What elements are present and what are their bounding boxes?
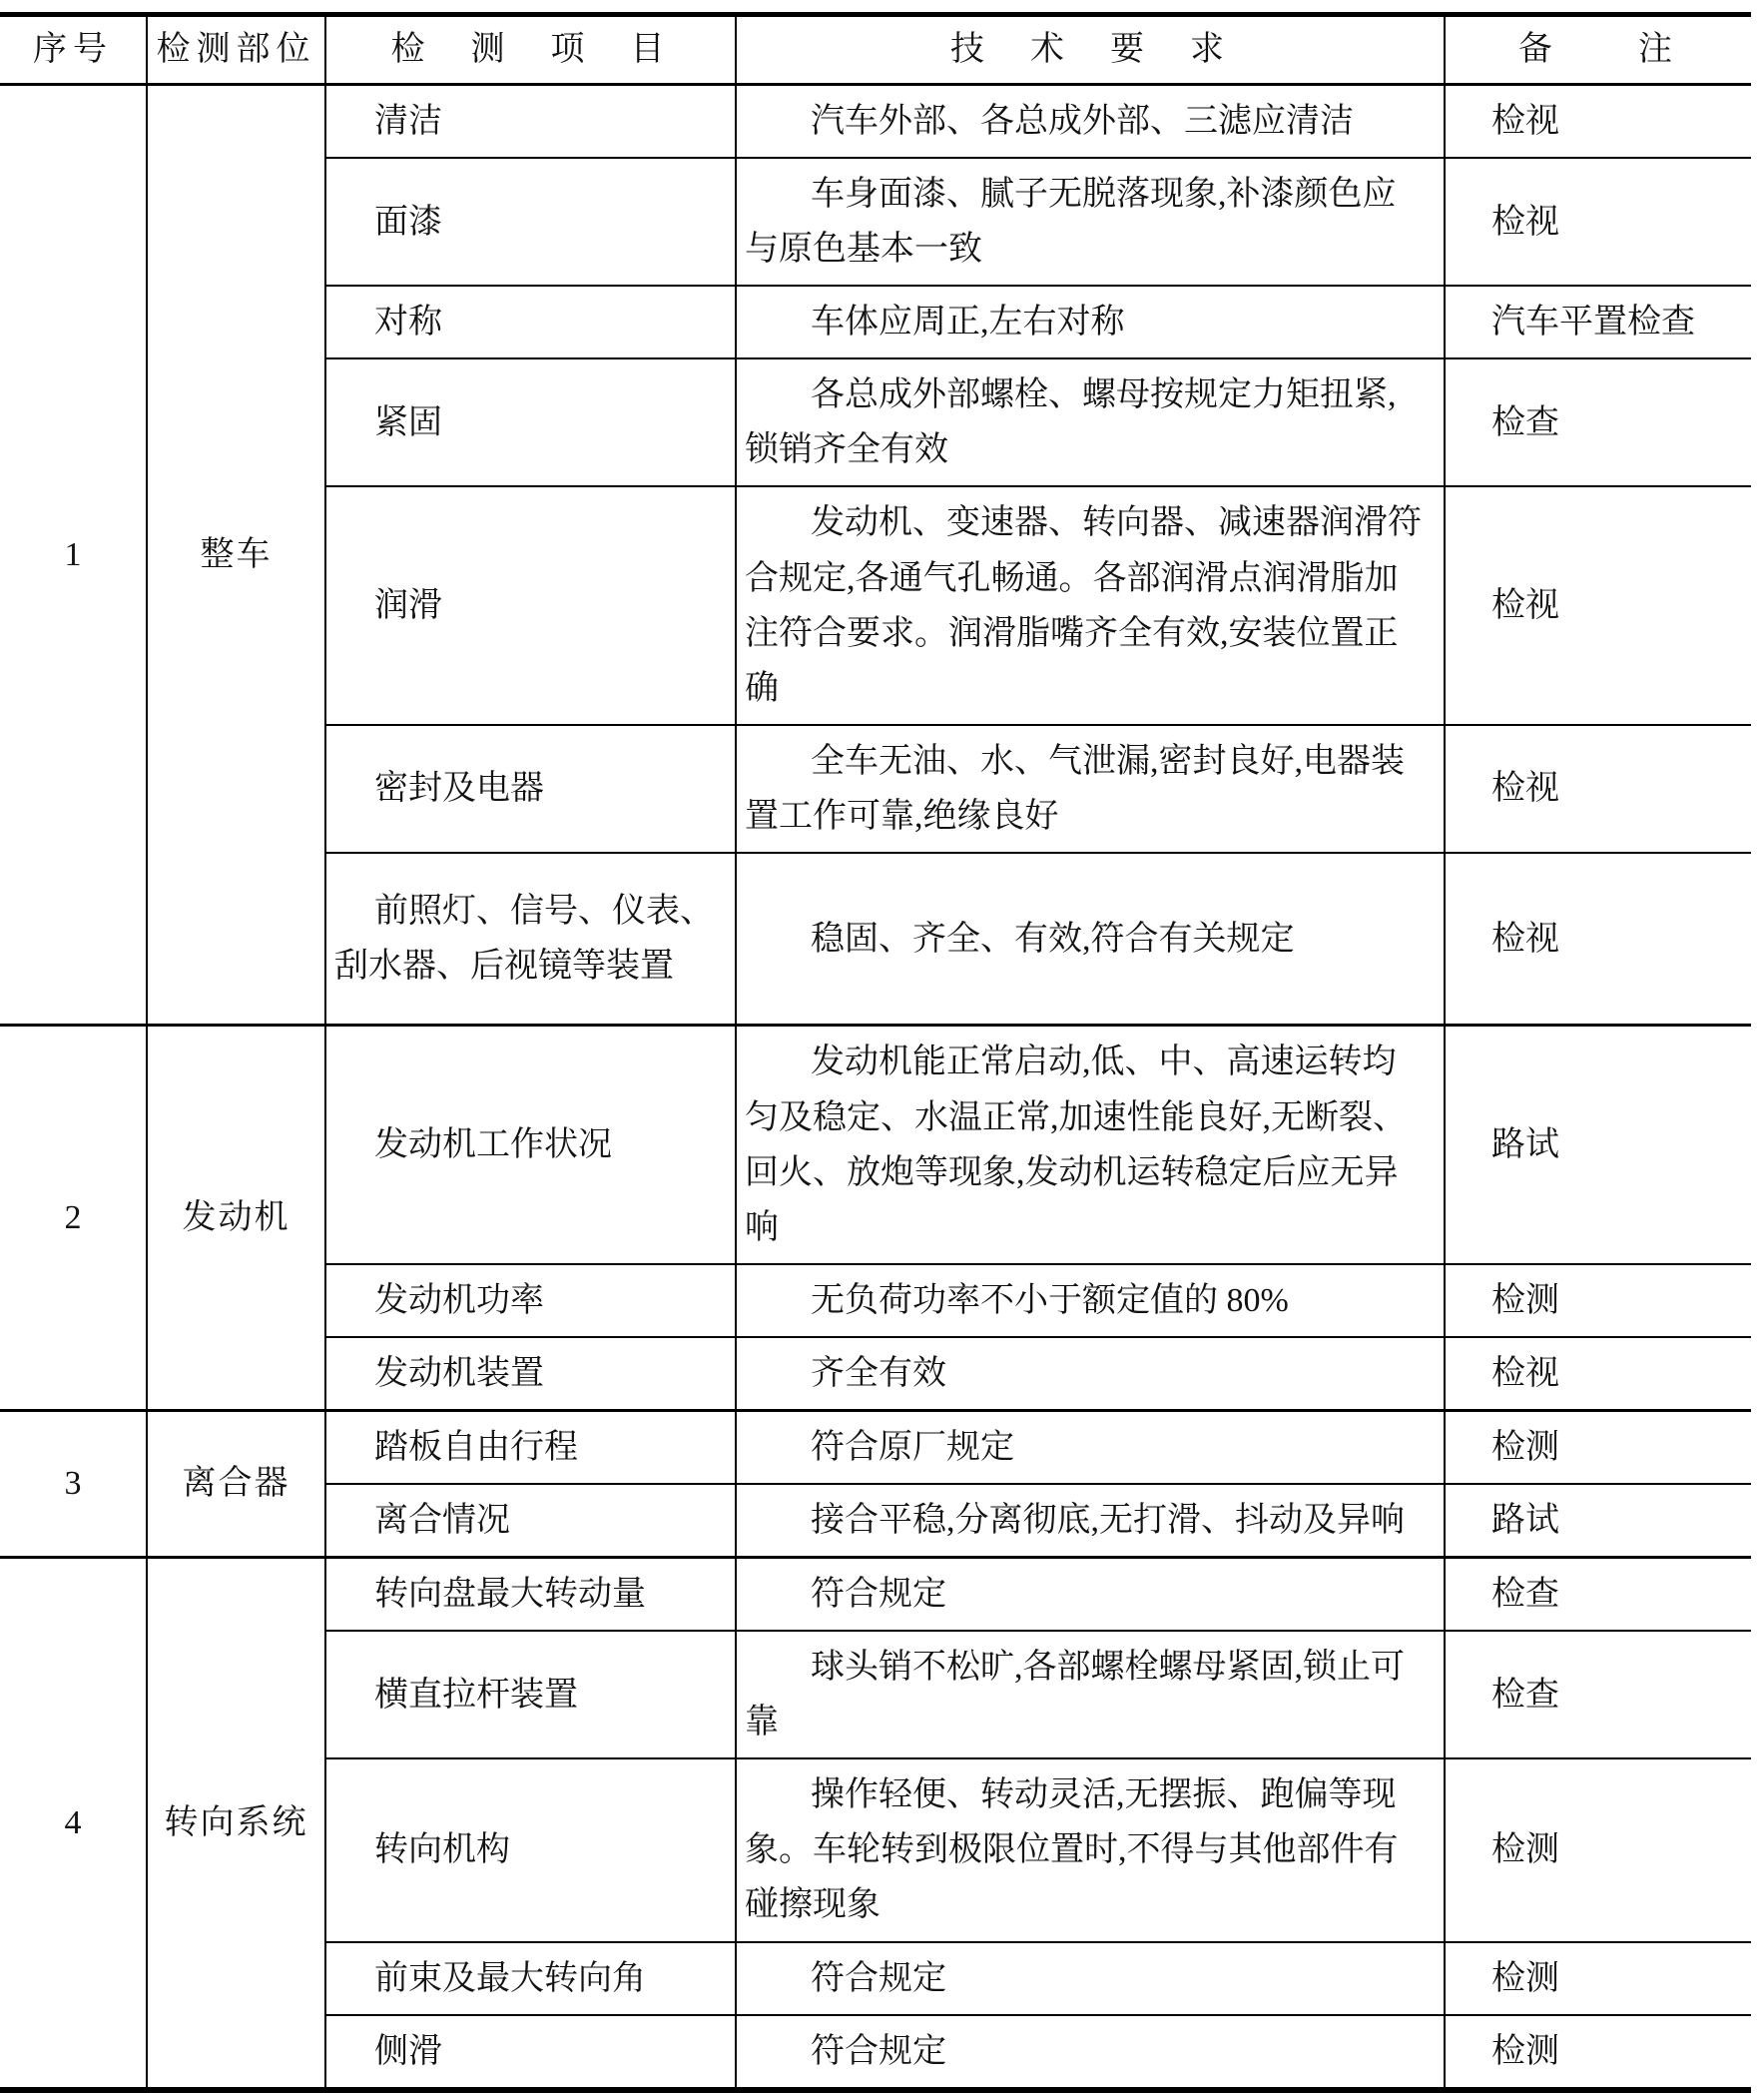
cell-item: 踏板自由行程 bbox=[325, 1410, 736, 1484]
cell-requirement: 符合规定 bbox=[736, 1942, 1445, 2015]
cell-item: 转向机构 bbox=[325, 1758, 736, 1941]
cell-part: 转向系统 bbox=[147, 1558, 325, 2090]
cell-note: 检测 bbox=[1445, 1942, 1751, 2015]
cell-note: 检查 bbox=[1445, 358, 1751, 486]
cell-requirement: 发动机、变速器、转向器、减速器润滑符合规定,各通气孔畅通。各部润滑点润滑脂加注符合要求。润滑脂嘴齐全有效,安装位置正确 bbox=[736, 486, 1445, 724]
cell-part: 发动机 bbox=[147, 1026, 325, 1410]
cell-requirement: 符合原厂规定 bbox=[736, 1410, 1445, 1484]
header-requirement: 技 术 要 求 bbox=[736, 15, 1445, 85]
cell-note: 检视 bbox=[1445, 1337, 1751, 1411]
cell-item: 前照灯、信号、仪表、刮水器、后视镜等装置 bbox=[325, 853, 736, 1026]
cell-note: 检视 bbox=[1445, 725, 1751, 853]
cell-requirement: 操作轻便、转动灵活,无摆振、跑偏等现象。车轮转到极限位置时,不得与其他部件有碰擦现象 bbox=[736, 1758, 1445, 1941]
cell-note: 检视 bbox=[1445, 486, 1751, 724]
cell-requirement: 稳固、齐全、有效,符合有关规定 bbox=[736, 853, 1445, 1026]
cell-note: 检视 bbox=[1445, 158, 1751, 286]
cell-item: 发动机功率 bbox=[325, 1264, 736, 1337]
cell-item: 前束及最大转向角 bbox=[325, 1942, 736, 2015]
inspection-table bbox=[0, 12, 1751, 2093]
cell-requirement: 无负荷功率不小于额定值的 80% bbox=[736, 1264, 1445, 1337]
cell-item: 发动机工作状况 bbox=[325, 1026, 736, 1264]
cell-requirement: 球头销不松旷,各部螺栓螺母紧固,锁止可靠 bbox=[736, 1631, 1445, 1758]
table-row bbox=[0, 1558, 1751, 1632]
cell-part: 离合器 bbox=[147, 1410, 325, 1557]
cell-requirement: 接合平稳,分离彻底,无打滑、抖动及异响 bbox=[736, 1484, 1445, 1558]
cell-note: 检测 bbox=[1445, 2015, 1751, 2090]
cell-item: 离合情况 bbox=[325, 1484, 736, 1558]
cell-requirement: 发动机能正常启动,低、中、高速运转均匀及稳定、水温正常,加速性能良好,无断裂、回火、放炮等现象,发动机运转稳定后应无异响 bbox=[736, 1026, 1445, 1264]
cell-item: 紧固 bbox=[325, 358, 736, 486]
cell-item: 对称 bbox=[325, 286, 736, 358]
cell-requirement: 齐全有效 bbox=[736, 1337, 1445, 1411]
header-serial: 序号 bbox=[0, 15, 147, 85]
cell-requirement: 汽车外部、各总成外部、三滤应清洁 bbox=[736, 85, 1445, 159]
cell-item: 侧滑 bbox=[325, 2015, 736, 2090]
cell-item: 润滑 bbox=[325, 486, 736, 724]
cell-item: 发动机装置 bbox=[325, 1337, 736, 1411]
cell-item: 转向盘最大转动量 bbox=[325, 1558, 736, 1632]
cell-note: 检测 bbox=[1445, 1264, 1751, 1337]
cell-note: 检测 bbox=[1445, 1758, 1751, 1941]
cell-requirement: 各总成外部螺栓、螺母按规定力矩扭紧,锁销齐全有效 bbox=[736, 358, 1445, 486]
cell-note: 检视 bbox=[1445, 853, 1751, 1026]
cell-requirement: 符合规定 bbox=[736, 1558, 1445, 1632]
cell-serial: 2 bbox=[0, 1026, 147, 1410]
cell-serial: 4 bbox=[0, 1558, 147, 2090]
cell-note: 路试 bbox=[1445, 1026, 1751, 1264]
header-note: 备 注 bbox=[1445, 15, 1751, 85]
cell-requirement: 全车无油、水、气泄漏,密封良好,电器装置工作可靠,绝缘良好 bbox=[736, 725, 1445, 853]
cell-note: 检查 bbox=[1445, 1558, 1751, 1632]
cell-note: 汽车平置检查 bbox=[1445, 286, 1751, 358]
scanned-document-page bbox=[0, 12, 1764, 2070]
cell-note: 检视 bbox=[1445, 85, 1751, 159]
cell-requirement: 符合规定 bbox=[736, 2015, 1445, 2090]
cell-item: 横直拉杆装置 bbox=[325, 1631, 736, 1758]
header-item: 检 测 项 目 bbox=[325, 15, 736, 85]
cell-note: 路试 bbox=[1445, 1484, 1751, 1558]
table-row bbox=[0, 1026, 1751, 1264]
cell-item: 清洁 bbox=[325, 85, 736, 159]
cell-requirement: 车体应周正,左右对称 bbox=[736, 286, 1445, 358]
cell-requirement: 车身面漆、腻子无脱落现象,补漆颜色应与原色基本一致 bbox=[736, 158, 1445, 286]
cell-note: 检测 bbox=[1445, 1410, 1751, 1484]
cell-part: 整车 bbox=[147, 85, 325, 1026]
cell-item: 面漆 bbox=[325, 158, 736, 286]
cell-serial: 3 bbox=[0, 1410, 147, 1557]
cell-note: 检查 bbox=[1445, 1631, 1751, 1758]
cell-item: 密封及电器 bbox=[325, 725, 736, 853]
table-row bbox=[0, 85, 1751, 159]
header-part: 检测部位 bbox=[147, 15, 325, 85]
header-row bbox=[0, 15, 1751, 85]
table-row bbox=[0, 1410, 1751, 1484]
cell-serial: 1 bbox=[0, 85, 147, 1026]
